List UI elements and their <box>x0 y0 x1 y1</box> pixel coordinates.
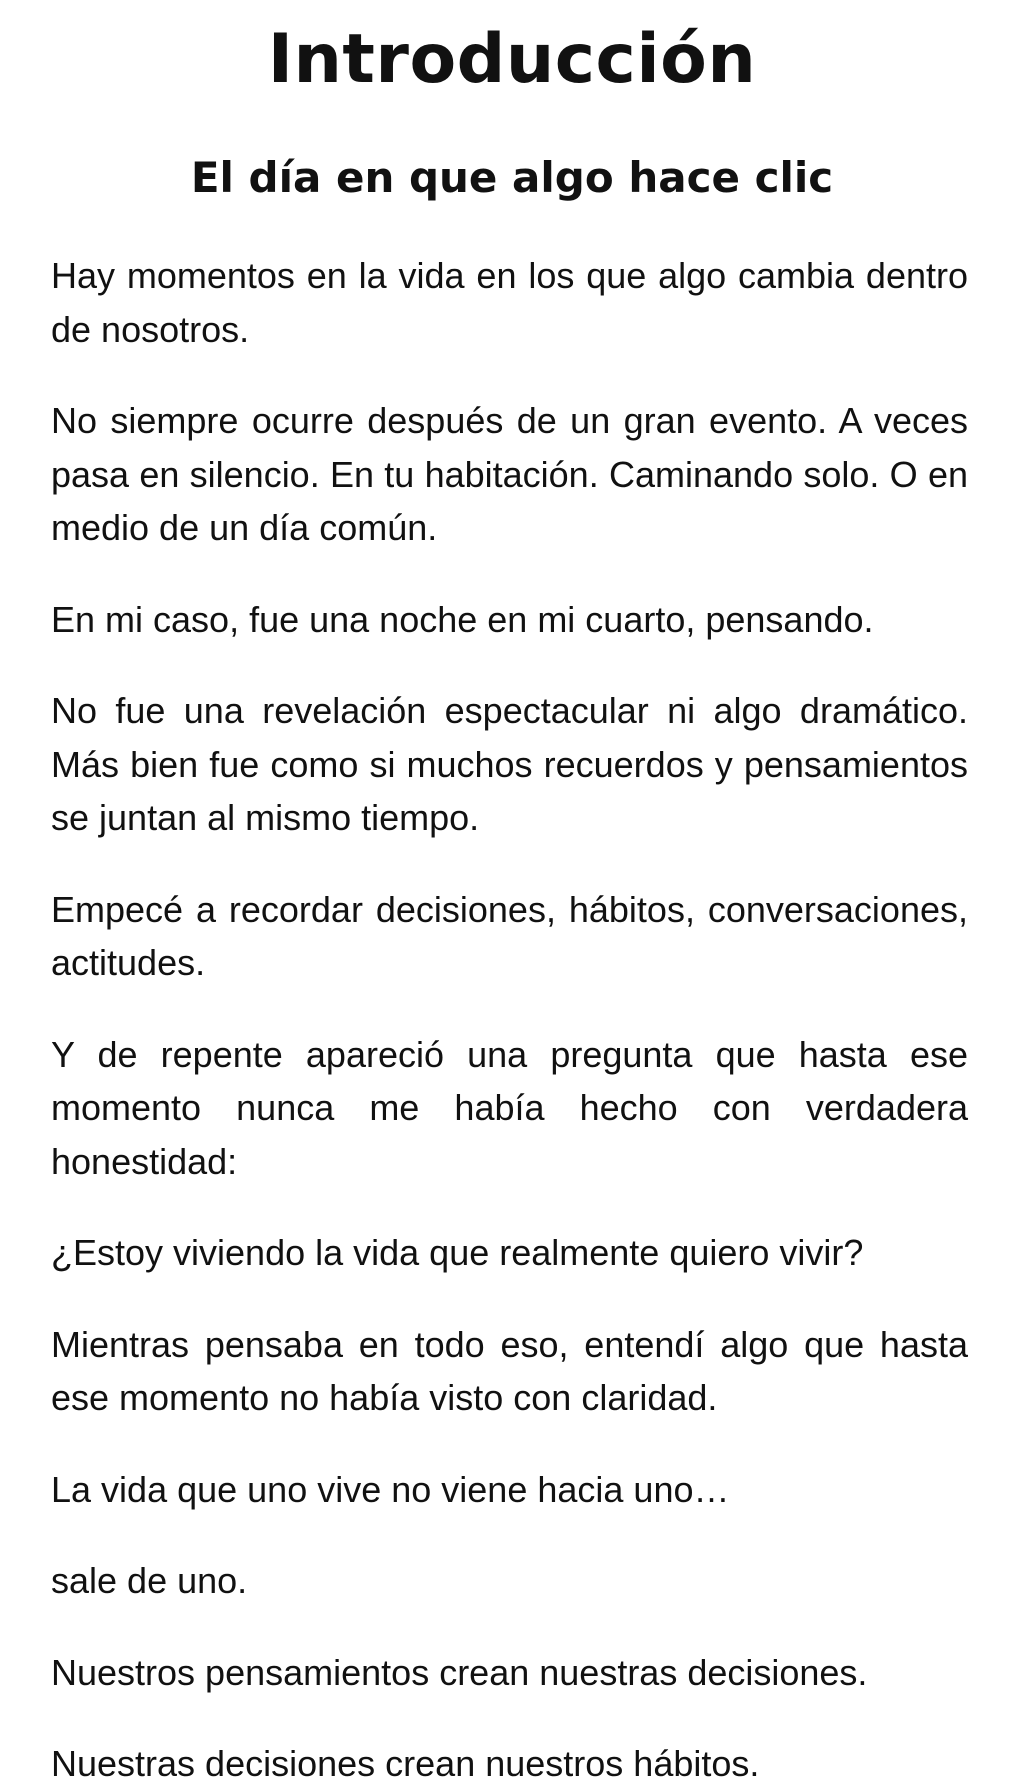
paragraph: Hay momentos en la vida en los que algo cambia dentro de nosotros. <box>51 255 968 350</box>
paragraph: No fue una revelación espectacular ni algo dramático. Más bien fue como si muchos recuerdos y pensamientos se juntan al mismo tiempo. <box>51 690 968 838</box>
paragraph: ¿Estoy viviendo la vida que realmente quiero vivir? <box>51 1232 864 1273</box>
paragraph: No siempre ocurre después de un gran evento. A veces pasa en silencio. En tu habitación. Caminando solo. O en medio de un día común. <box>51 400 968 548</box>
paragraph: Mientras pensaba en todo eso, entendí algo que hasta ese momento no había visto con claridad. <box>51 1323 968 1418</box>
paragraph: sale de uno. <box>51 1560 248 1601</box>
paragraph: Empecé a recordar decisiones, hábitos, conversaciones, actitudes. <box>51 888 968 983</box>
chapter-subtitle: El día en que algo hace clic <box>190 153 834 202</box>
paragraph: Nuestras decisiones crean nuestros hábitos. <box>51 1743 760 1784</box>
paragraph: La vida que uno vive no viene hacia uno… <box>51 1468 730 1510</box>
chapter-title: Introducción <box>267 20 757 99</box>
paragraph: Nuestros pensamientos crean nuestras decisiones. <box>51 1651 868 1693</box>
paragraph: En mi caso, fue una noche en mi cuarto, pensando. <box>51 598 874 640</box>
body-text <box>51 249 968 1787</box>
paragraph: Y de repente apareció una pregunta que hasta ese momento nunca me había hecho con verdadera honestidad: <box>51 1033 968 1182</box>
